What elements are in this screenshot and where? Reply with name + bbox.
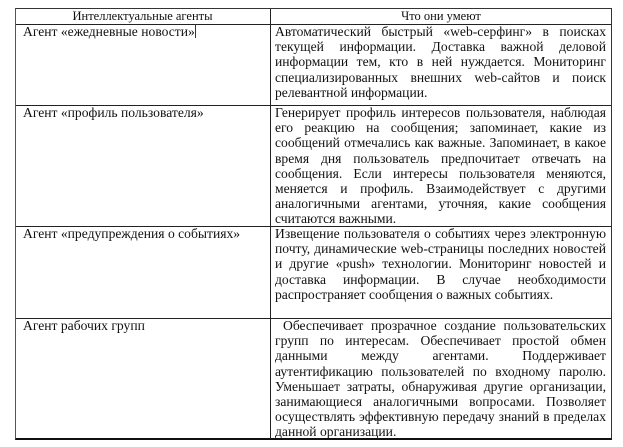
table-header-row (16, 9, 611, 25)
header-agents: Интеллектуальные агенты (72, 9, 213, 23)
agent-description: Обеспечивает прозрачное создание пользовательских групп по интересам. Обеспечивает простой обмен данными между агентами. Поддерживает аутентификацию пользователей по входному паролю. Уменьшает затраты, обнаруживая другие организации, занимающиеся аналогичными вопросами. Позволяет осуществлять эффективную передачу знаний в пределах данной организации. (270, 318, 611, 439)
agent-name: Агент «профиль пользователя» (23, 105, 204, 120)
agents-table (15, 8, 612, 440)
agent-description: Генерирует профиль интересов пользователя, наблюдая его реакцию на сообщения; запоминает, какие из сообщений отмечались как важные. Запоминает, в какое время дня пользователь предпочитает отвечать на сообщения. Если интересы пользователя меняются, меняется и профиль. Взаимодействует с другими аналогичными агентами, уточняя, какие сообщения считаются важными. (270, 105, 611, 226)
table-row (16, 105, 611, 227)
table-row (16, 24, 611, 106)
table-row (16, 318, 611, 439)
agent-description: Извещение пользователя о событиях через электронную почту, динамические web-страницы последних новостей и другие «push» технологии. Мониторинг новостей и доставка информации. В случае необходимости распространяет сообщения о важных событиях. (270, 226, 611, 318)
table-row (16, 226, 611, 319)
agent-name-cell[interactable] (16, 24, 269, 39)
agent-name: Агент «предупреждения о событиях» (23, 226, 241, 241)
agent-name: Агент рабочих групп (23, 318, 145, 333)
agent-name: Агент «ежедневные новости» (23, 24, 195, 39)
header-capabilities: Что они умеют (270, 9, 611, 24)
agent-description: Автоматический быстрый «web-серфинг» в поисках текущей информации. Доставка важной деловой информации тем, кто в ней нуждается. Мониторинг специализированных внешних web-сайтов и поиск релевантной информации. (270, 24, 611, 105)
text-cursor (195, 24, 196, 38)
